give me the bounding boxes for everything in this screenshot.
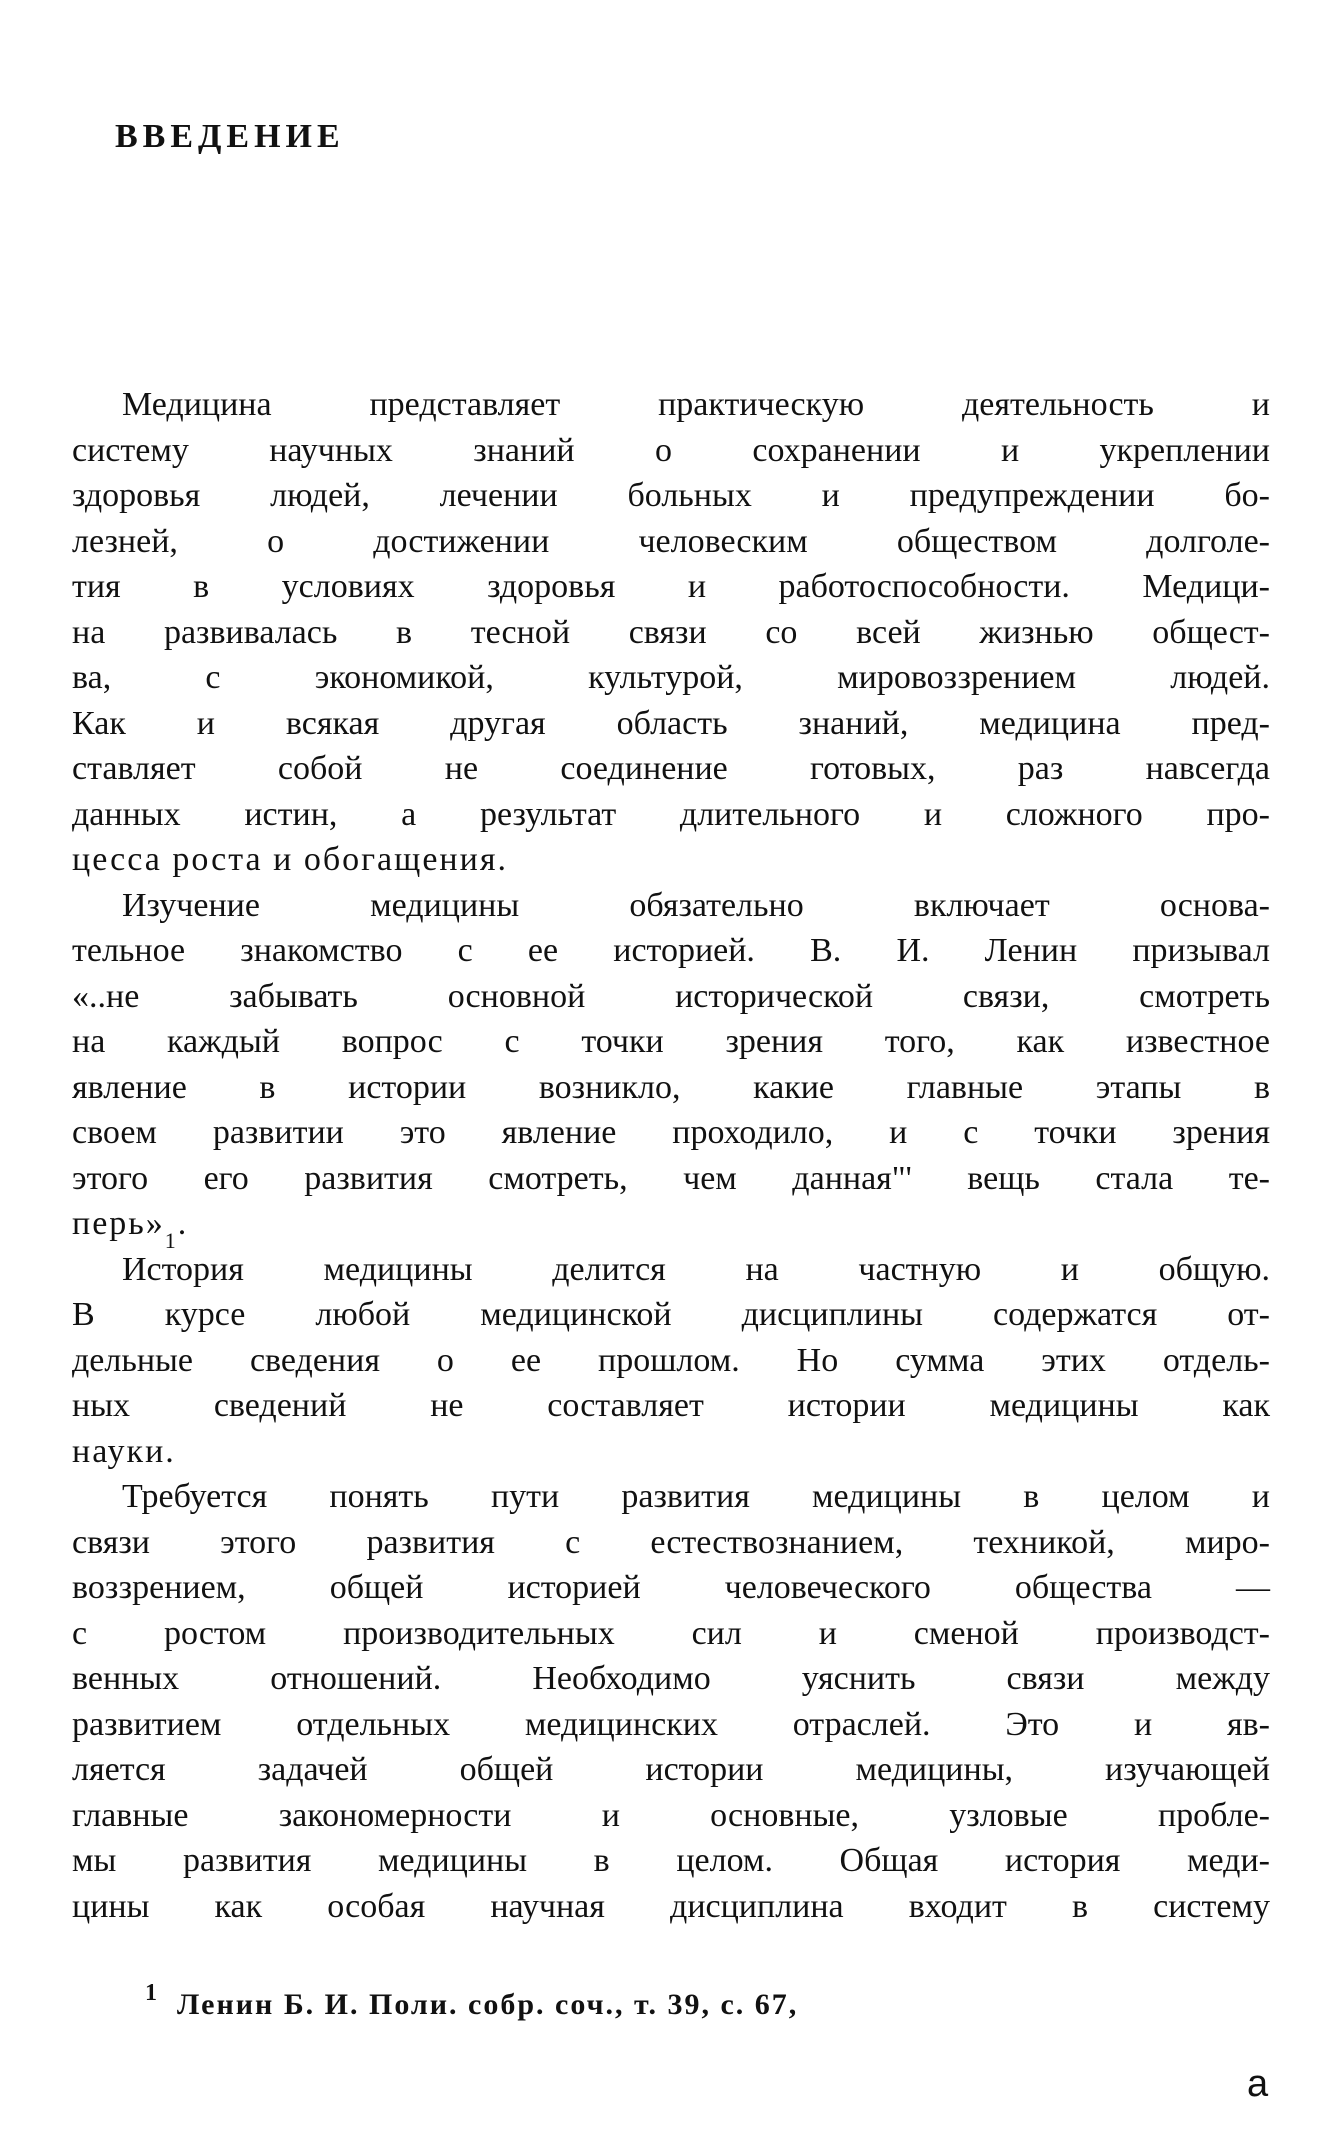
text-fragment: перь» [72, 1205, 165, 1242]
section-heading: ВВЕДЕНИЕ [115, 118, 345, 155]
text-line: развитием отдельных медицинских отраслей. Это и яв- [72, 1705, 1270, 1743]
paragraph [72, 883, 1270, 1253]
text-line: «..не забывать основной исторической связи, смотреть [72, 977, 1270, 1015]
text-line: ляется задачей общей истории медицины, изучающей [72, 1751, 1270, 1788]
page-marker: a [1247, 2063, 1269, 2105]
text-line: дельные сведения о ее прошлом. Но сумма этих отдель- [72, 1341, 1270, 1379]
text-line: мы развития медицины в целом. Общая история меди- [72, 1842, 1270, 1879]
text-line: венных отношений. Необходимо уяснить связи между [72, 1660, 1270, 1697]
footnote [145, 1980, 799, 2022]
text-line: своем развитии это явление проходило, и с точки зрения [72, 1114, 1270, 1151]
body-text [72, 382, 1270, 1929]
text-line: цесса роста и обогащения. [72, 841, 508, 878]
footnote-mark: 1 [145, 1980, 159, 2006]
text-line: Медицина представляет практическую деятельность и [122, 386, 1270, 423]
text-line: Требуется понять пути развития медицины в целом и [122, 1478, 1270, 1515]
text-line: ставляет собой не соединение готовых, раз навсегда [72, 750, 1270, 787]
text-line: данных истин, а результат длительного и сложного про- [72, 795, 1270, 833]
paragraph [72, 382, 1270, 883]
text-line: Изучение медицины обязательно включает основа- [122, 886, 1270, 924]
text-line-with-footnote [72, 1201, 1270, 1253]
text-line: лезней, о достижении человеским обществом долголе- [72, 522, 1270, 560]
text-line: систему научных знаний о сохранении и укреплении [72, 431, 1270, 469]
text-line: ва, с экономикой, культурой, мировоззрением людей. [72, 659, 1270, 696]
text-fragment: . [177, 1205, 189, 1242]
text-line: главные закономерности и основные, узловые пробле- [72, 1796, 1270, 1834]
paragraph [72, 1474, 1270, 1929]
footnote-text: Ленин Б. И. Поли. собр. соч., т. 39, с. 67, [177, 1988, 799, 2021]
text-line: явление в истории возникло, какие главные этапы в [72, 1068, 1270, 1106]
footnote-reference: 1 [164, 1227, 178, 1253]
text-line: на каждый вопрос с точки зрения того, как известное [72, 1023, 1270, 1060]
text-line: связи этого развития с естествознанием, техникой, миро- [72, 1523, 1270, 1561]
text-line: ных сведений не составляет истории медицины как [72, 1387, 1270, 1424]
text-line: здоровья людей, лечении больных и предупреждении бо- [72, 477, 1270, 514]
paragraph [72, 1247, 1270, 1475]
text-line: История медицины делится на частную и общую. [122, 1250, 1270, 1288]
text-line: науки. [72, 1432, 176, 1470]
text-line: В курсе любой медицинской дисциплины содержатся от- [72, 1296, 1270, 1333]
text-line: тельное знакомство с ее историей. В. И. Ленин призывал [72, 932, 1270, 969]
text-line: Как и всякая другая область знаний, медицина пред- [72, 704, 1270, 742]
text-line: с ростом производительных сил и сменой производст- [72, 1614, 1270, 1652]
text-line: на развивалась в тесной связи со всей жизнью общест- [72, 613, 1270, 651]
text-line: этого его развития смотреть, чем данная"' вещь стала те- [72, 1159, 1270, 1197]
text-line: тия в условиях здоровья и работоспособности. Медици- [72, 568, 1270, 605]
text-line: цины как особая научная дисциплина входит в систему [72, 1887, 1270, 1925]
text-line: воззрением, общей историей человеческого общества — [72, 1569, 1270, 1606]
